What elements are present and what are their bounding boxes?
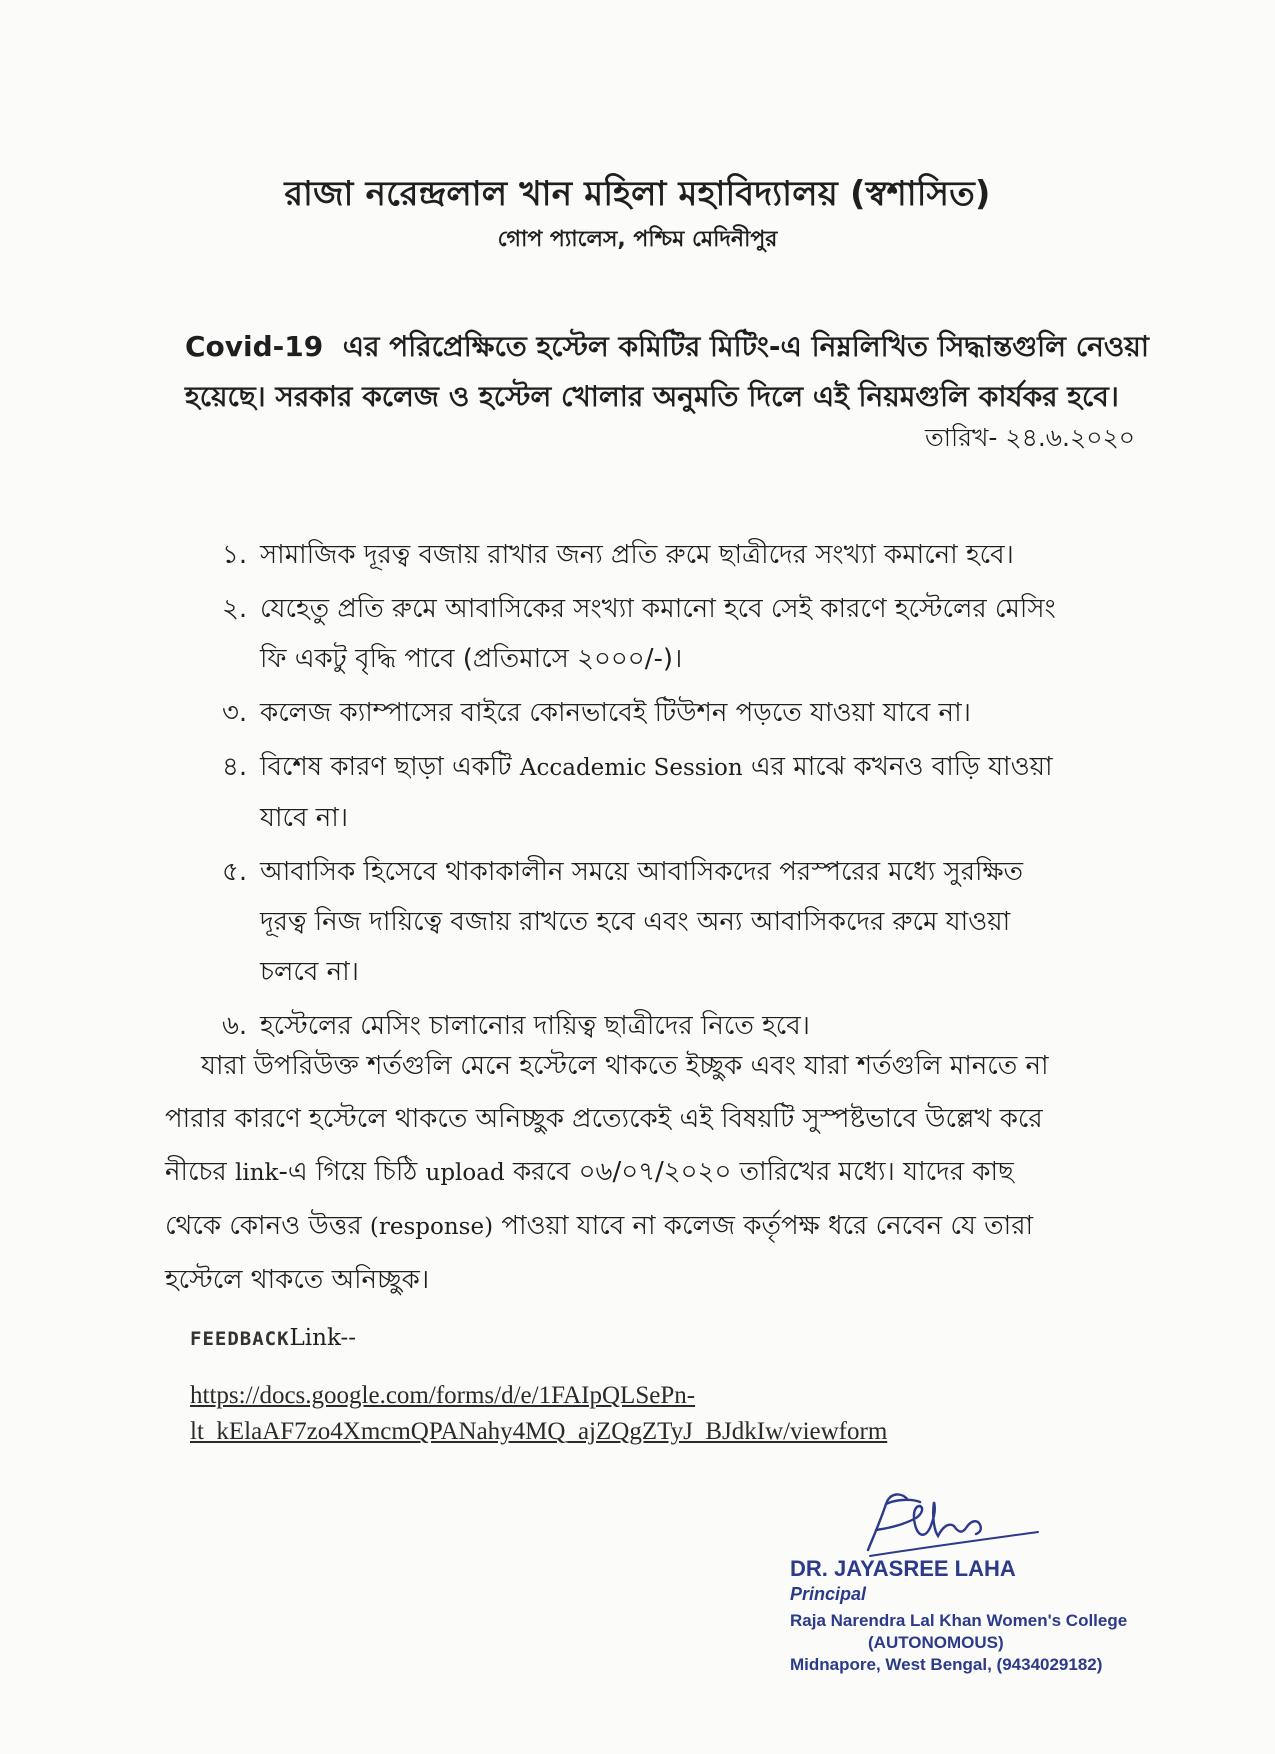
form-link-line-2[interactable]: lt_kElaAF7zo4XmcmQPANahy4MQ_ajZQgZTyJ_BJdkIw/viewform xyxy=(190,1418,888,1445)
college-english-name: Raja Narendra Lal Khan Women's College xyxy=(790,1611,1128,1630)
rule-text: যেহেতু প্রতি রুমে আবাসিকের সংখ্যা কমানো হবে সেই কারণে হস্টেলের মেসিং xyxy=(260,594,1056,624)
autonomous-label: (AUTONOMOUS) xyxy=(868,1633,1004,1652)
paragraph-text-part: -এ গিয়ে চিঠি xyxy=(278,1157,418,1187)
paragraph-text-part: থেকে কোনও উত্তর xyxy=(165,1211,362,1241)
rule-number: ২. xyxy=(222,594,248,624)
intro-line-1 xyxy=(185,322,1150,372)
paragraph-line: পারার কারণে হস্টেলে থাকতে অনিচ্ছুক প্রত্যেকেই এই বিষয়টি সুস্পষ্টভাবে উল্লেখ করে xyxy=(165,1104,1043,1134)
rule-text: সামাজিক দূরত্ব বজায় রাখার জন্য প্রতি রুমে ছাত্রীদের সংখ্যা কমানো হবে। xyxy=(260,540,1014,570)
feedback-link-label: Link-- xyxy=(289,1325,357,1351)
rule-number: ১. xyxy=(222,540,248,570)
rule-number: ৩. xyxy=(222,698,248,728)
feedback-stamp: FEEDBACK xyxy=(190,1328,290,1350)
intro-line-2: হয়েছে। সরকার কলেজ ও হস্টেল খোলার অনুমতি দিলে এই নিয়মগুলি কার্যকর হবে। xyxy=(185,380,1119,413)
intro-line-1-text: এর পরিপ্রেক্ষিতে হস্টেল কমিটির মিটিং-এ নিম্নলিখিত সিদ্ধান্তগুলি নেওয়া xyxy=(342,330,1150,363)
paragraph-line xyxy=(165,1146,1140,1200)
rule-text: হস্টেলের মেসিং চালানোর দায়িত্ব ছাত্রীদের নিতে হবে। xyxy=(260,1011,810,1041)
rule-text-part: এর মাঝে কখনও বাড়ি যাওয়া xyxy=(750,752,1053,782)
feedback-form-link[interactable] xyxy=(190,1378,887,1450)
rule-text xyxy=(260,742,1142,793)
rule-number: ৬. xyxy=(222,1011,248,1041)
principal-title: Principal xyxy=(790,1584,867,1604)
rule-item-5 xyxy=(222,847,1142,997)
paragraph-text-part: করবে ০৬/০৭/২০২০ তারিখের মধ্যে। যাদের কাছ xyxy=(512,1157,1014,1187)
rule-number: ৫. xyxy=(222,857,248,887)
college-name: রাজা নরেন্দ্রলাল খান মহিলা মহাবিদ্যালয় (স্বশাসিত) xyxy=(284,174,991,214)
paragraph-line: যারা উপরিউক্ত শর্তগুলি মেনে হস্টেলে থাকতে ইচ্ছুক এবং যারা শর্তগুলি মানতে না xyxy=(201,1051,1049,1081)
session-term: Accademic Session xyxy=(519,755,743,781)
college-location: Midnapore, West Bengal, (9434029182) xyxy=(790,1655,1103,1674)
paragraph-line: হস্টেলে থাকতে অনিচ্ছুক। xyxy=(165,1265,430,1295)
link-term: link xyxy=(235,1160,279,1186)
rule-number: ৪. xyxy=(222,752,248,782)
paragraph-line xyxy=(165,1200,1140,1254)
paragraph-text-part: নীচের xyxy=(165,1157,227,1187)
form-link-line-1[interactable]: https://docs.google.com/forms/d/e/1FAIpQLSePn- xyxy=(190,1382,696,1409)
rule-text: ফি একটু বৃদ্ধি পাবে (প্রতিমাসে ২০০০/-)। xyxy=(260,644,683,674)
response-term: (response) xyxy=(369,1214,494,1240)
covid-term: Covid-19 xyxy=(185,330,324,363)
notice-date: তারিখ- ২৪.৬.২০২০ xyxy=(925,423,1135,452)
rule-text-part: বিশেষ কারণ ছাড়া একটি xyxy=(260,752,512,782)
principal-name: DR. JAYASREE LAHA xyxy=(790,1556,1016,1581)
signature-block xyxy=(790,1556,1127,1675)
rule-text: দূরত্ব নিজ দায়িত্বে বজায় রাখতে হবে এবং অন্য আবাসিকদের রুমে যাওয়া xyxy=(260,907,1011,937)
rules-list xyxy=(222,530,1142,1055)
feedback-label xyxy=(190,1325,356,1351)
rule-item-1 xyxy=(222,530,1142,580)
rule-item-4 xyxy=(222,742,1142,843)
instruction-paragraph xyxy=(165,1040,1140,1307)
rule-text: কলেজ ক্যাম্পাসের বাইরে কোনভাবেই টিউশন পড়তে যাওয়া যাবে না। xyxy=(260,698,971,728)
rule-text: যাবে না। xyxy=(260,803,349,833)
intro-paragraph xyxy=(185,322,1150,422)
upload-term: upload xyxy=(425,1160,505,1186)
paragraph-text-part: পাওয়া যাবে না কলেজ কর্তৃপক্ষ ধরে নেবেন যে তারা xyxy=(501,1211,1034,1241)
rule-item-3 xyxy=(222,688,1142,738)
rule-item-2 xyxy=(222,584,1142,684)
rule-text: আবাসিক হিসেবে থাকাকালীন সময়ে আবাসিকদের পরস্পরের মধ্যে সুরক্ষিত xyxy=(260,857,1024,887)
college-address: গোপ প্যালেস, পশ্চিম মেদিনীপুর xyxy=(497,227,778,252)
rule-text: চলবে না। xyxy=(260,957,359,987)
handwritten-signature xyxy=(850,1470,1040,1560)
